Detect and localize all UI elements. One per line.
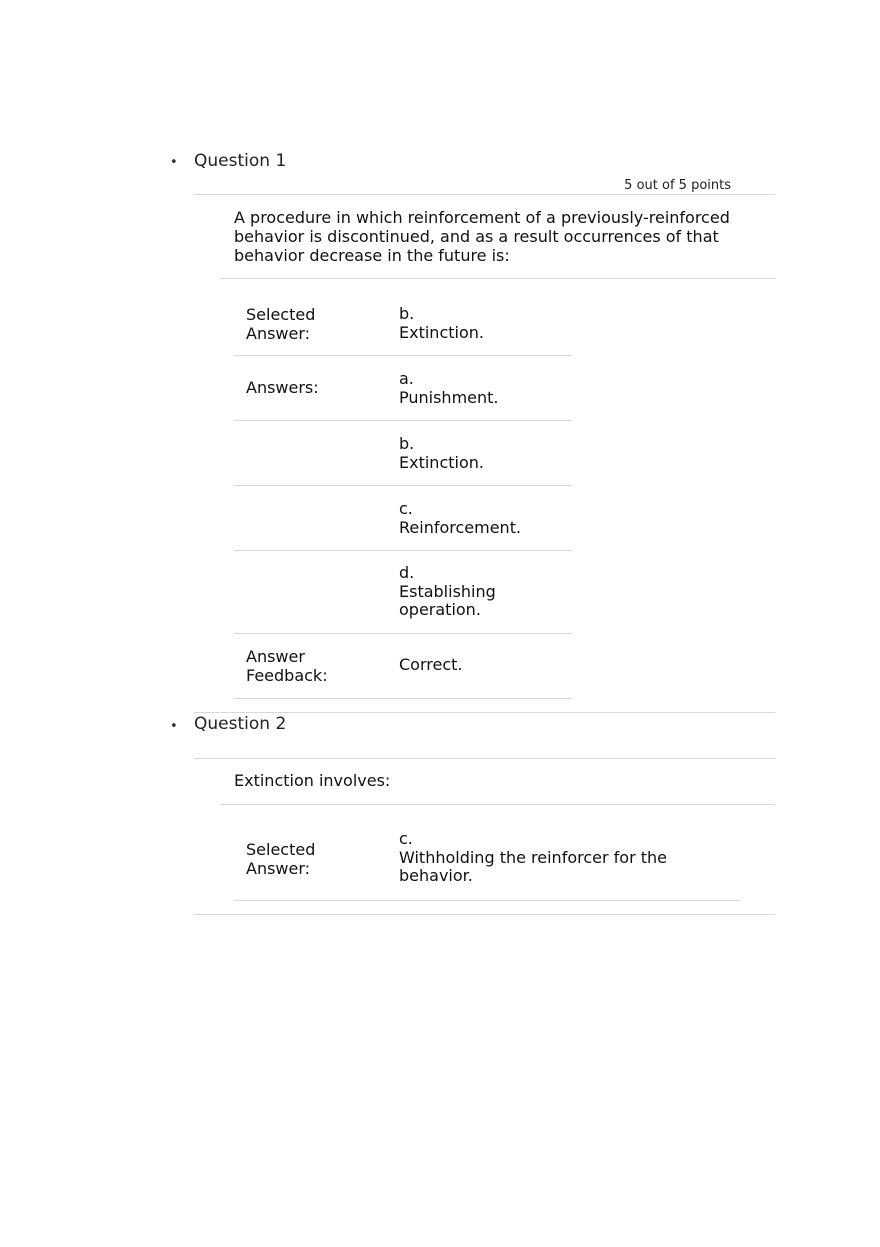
divider [194, 914, 775, 915]
answer-feedback-label: Answer Feedback: [246, 647, 328, 685]
selected-answer-value: c. Withholding the reinforcer for the behavior. [399, 829, 667, 885]
row-divider [234, 550, 572, 551]
divider [220, 278, 775, 279]
divider [194, 194, 775, 195]
divider [220, 804, 775, 805]
divider [194, 758, 775, 759]
row-divider [234, 633, 572, 634]
selected-answer-value: b. Extinction. [399, 304, 484, 342]
question-1-points: 5 out of 5 points [624, 178, 731, 193]
answer-option-b: b. Extinction. [399, 434, 484, 472]
row-divider [234, 485, 572, 486]
answer-option-a: a. Punishment. [399, 369, 499, 407]
question-2-title: Question 2 [194, 714, 287, 734]
row-divider [234, 420, 572, 421]
answer-feedback-value: Correct. [399, 655, 463, 674]
selected-answer-label: Selected Answer: [246, 840, 316, 878]
question-2-text: Extinction involves: [234, 771, 391, 790]
answers-label: Answers: [246, 378, 319, 397]
bullet-icon: • [170, 155, 178, 170]
selected-answer-label: Selected Answer: [246, 305, 316, 343]
row-divider [234, 355, 572, 356]
question-1-title: Question 1 [194, 151, 287, 171]
divider [194, 712, 775, 713]
question-1-text: A procedure in which reinforcement of a previously-reinforced behavior is discontinued, and as a result occurrences of that behavior decrease in the future is: [234, 208, 730, 265]
answer-option-c: c. Reinforcement. [399, 499, 522, 537]
bullet-icon: • [170, 719, 178, 734]
row-divider [234, 698, 572, 699]
row-divider [234, 900, 741, 901]
answer-option-d: d. Establishing operation. [399, 563, 496, 619]
